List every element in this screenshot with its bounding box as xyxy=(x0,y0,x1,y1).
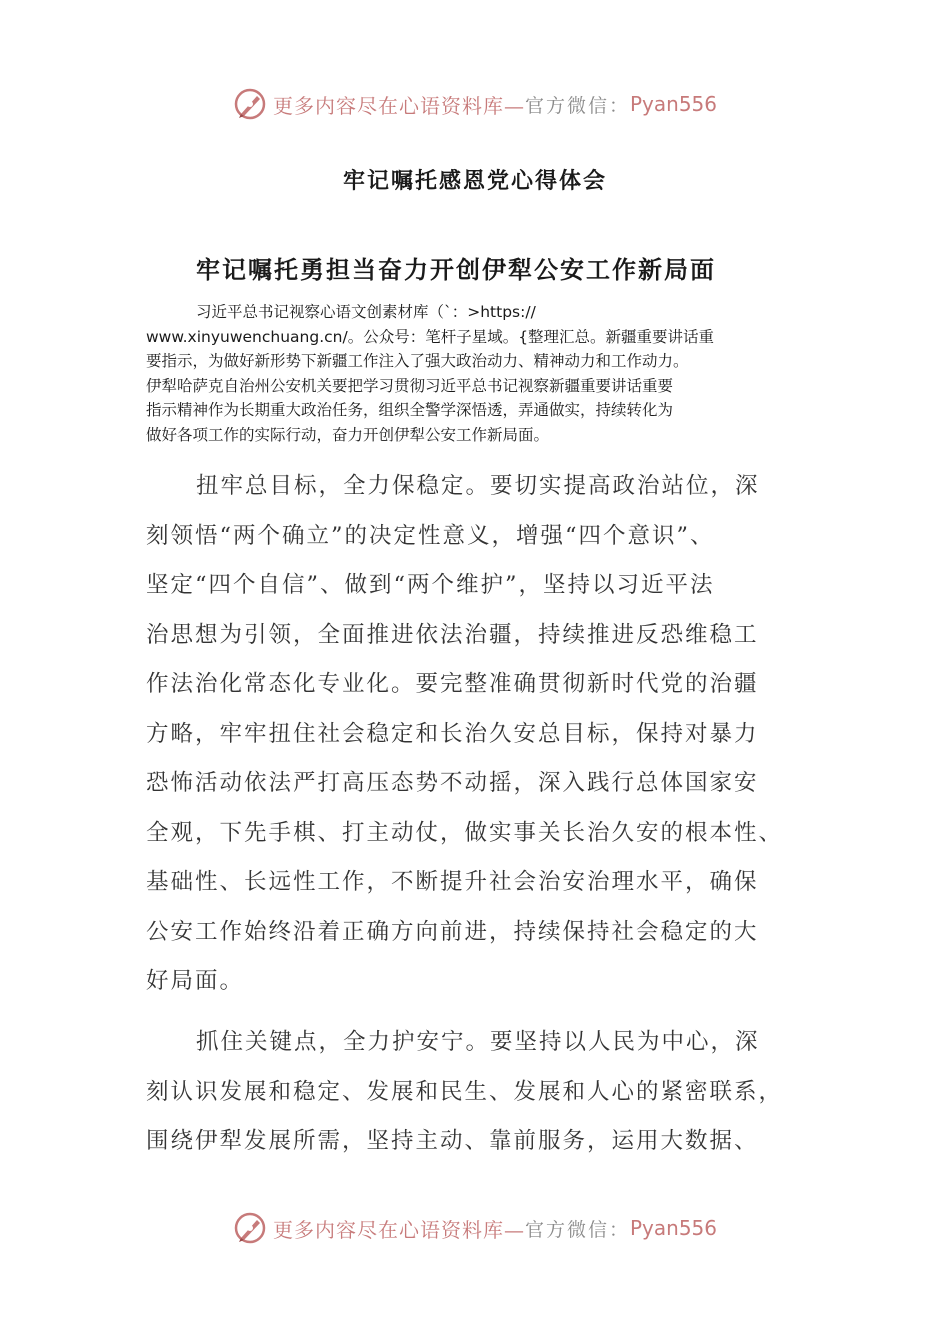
paragraph-line: 基础性、长远性工作，不断提升社会治安治理水平，确保 xyxy=(146,869,759,895)
paragraph-line: 抓住关键点，全力护安宁。要坚持以人民为中心，深 xyxy=(196,1029,760,1055)
body-paragraph-1 xyxy=(146,462,816,1007)
intro-line: 习近平总书记视察心语文创素材库（`：>https:// xyxy=(196,303,536,321)
article-subtitle: 牢记嘱托勇担当奋力开创伊犁公安工作新局面 xyxy=(196,255,716,284)
paragraph-line: 好局面。 xyxy=(146,968,245,994)
paragraph-line: 全观，下先手棋、打主动仗，做实事关长治久安的根本性、 xyxy=(146,819,784,846)
header-banner xyxy=(0,82,950,126)
banner-text: 更多内容尽在心语资料库— xyxy=(272,93,525,118)
intro-line: www.xinyuwenchuang.cn/。公众号：笔杆子星域。{整理汇总。新疆重要讲话重 xyxy=(146,327,715,346)
pen-logo-icon xyxy=(233,87,267,121)
intro-line: 要指示，为做好新形势下新疆工作注入了强大政治动力、精神动力和工作动力。 xyxy=(146,352,689,370)
paragraph-line: 刻领悟“两个确立”的决定性意义，增强“四个意识”、 xyxy=(146,522,715,549)
pen-logo-icon xyxy=(233,1211,267,1245)
paragraph-line: 刻认识发展和稳定、发展和民生、发展和人心的紧密联系， xyxy=(146,1078,784,1105)
banner-wechat-label: 官方微信： xyxy=(524,94,630,117)
paragraph-line: 公安工作始终沿着正确方向前进，持续保持社会稳定的大 xyxy=(146,918,759,945)
body-paragraph-2 xyxy=(146,1018,816,1167)
paragraph-line: 坚定“四个自信”、做到“两个维护”，坚持以习近平法 xyxy=(146,572,715,598)
intro-paragraph xyxy=(146,300,806,447)
banner-handle: Pyan556 xyxy=(630,92,718,116)
banner-wechat-label: 官方微信： xyxy=(524,1218,630,1241)
paragraph-line: 扭牢总目标，全力保稳定。要切实提高政治站位，深 xyxy=(196,473,760,499)
banner-text: 更多内容尽在心语资料库— xyxy=(272,1217,525,1242)
paragraph-line: 治思想为引领，全面推进依法治疆，持续推进反恐维稳工 xyxy=(146,621,759,648)
banner-handle: Pyan556 xyxy=(630,1216,718,1240)
intro-line: 做好各项工作的实际行动，奋力开创伊犁公安工作新局面。 xyxy=(146,425,550,444)
page-title: 牢记嘱托感恩党心得体会 xyxy=(342,168,607,194)
paragraph-line: 恐怖活动依法严打高压态势不动摇，深入践行总体国家安 xyxy=(146,770,759,796)
intro-line: 指示精神作为长期重大政治任务，组织全警学深悟透，弄通做实，持续转化为 xyxy=(146,401,674,419)
footer-banner xyxy=(0,1206,950,1250)
paragraph-line: 作法治化常态化专业化。要完整准确贯彻新时代党的治疆 xyxy=(146,671,759,697)
paragraph-line: 围绕伊犁发展所需，坚持主动、靠前服务，运用大数据、 xyxy=(146,1128,759,1154)
intro-line: 伊犁哈萨克自治州公安机关要把学习贯彻习近平总书记视察新疆重要讲话重要 xyxy=(146,376,674,395)
paragraph-line: 方略，牢牢扭住社会稳定和长治久安总目标，保持对暴力 xyxy=(146,720,759,747)
